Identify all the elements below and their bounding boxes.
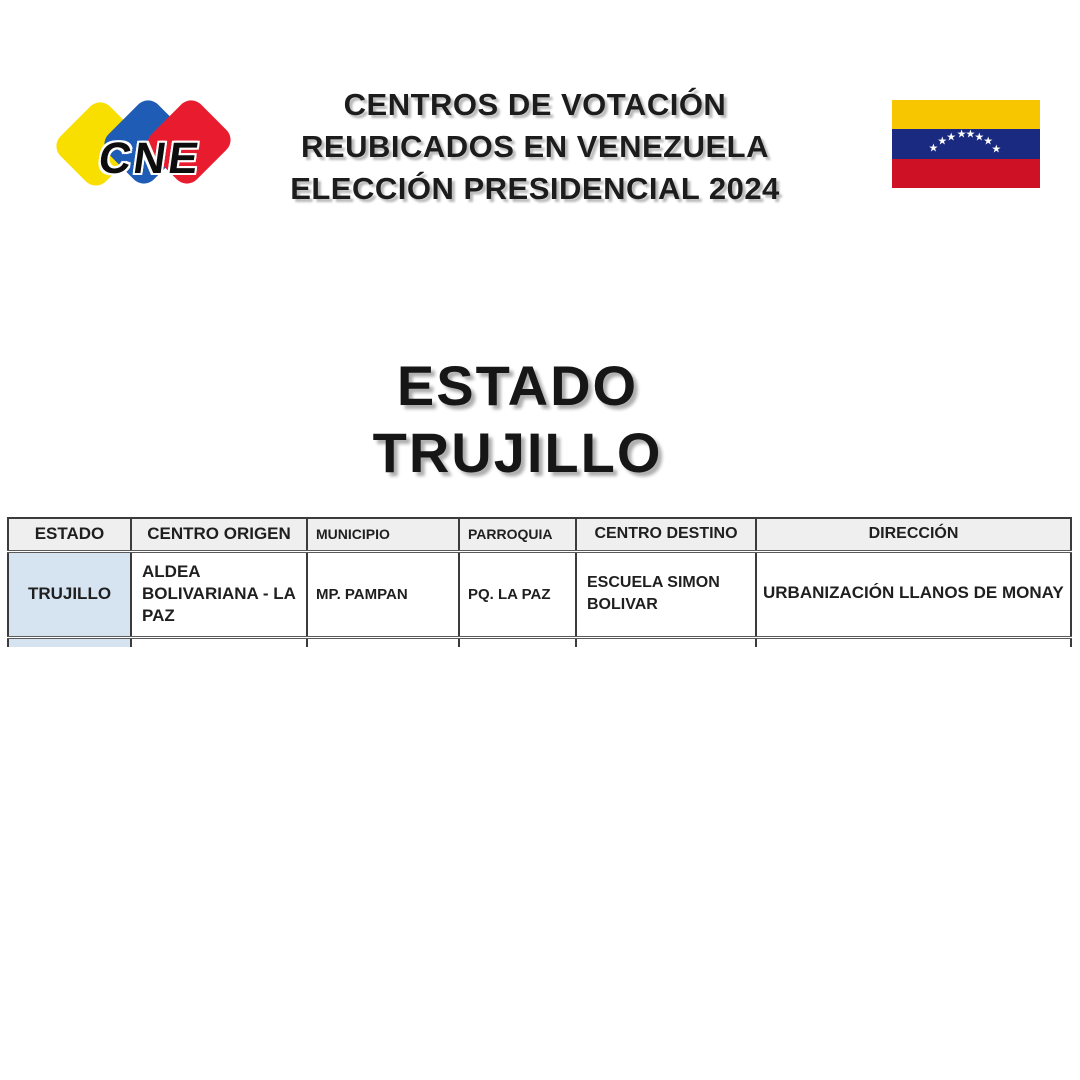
state-heading-line-1: ESTADO xyxy=(396,354,639,417)
cell-parroquia: PQ. LA PAZ xyxy=(459,551,576,637)
cne-logo xyxy=(50,86,242,204)
flag-star-icon: ★ xyxy=(974,131,985,144)
table-row-partial xyxy=(8,637,1071,647)
relocation-table xyxy=(7,517,1072,647)
flag-star-icon: ★ xyxy=(991,143,1002,156)
cell-direccion: URBANIZACIÓN LLANOS DE MONAY xyxy=(756,551,1071,637)
cne-logo-text: CNE xyxy=(95,134,205,183)
venezuela-flag-icon xyxy=(892,100,1040,188)
flag-star-icon: ★ xyxy=(937,135,948,148)
column-header-direccion: DIRECCIÓN xyxy=(756,518,1071,551)
page-title-line-1: CENTROS DE VOTACIÓN xyxy=(343,87,727,122)
column-header-municipio: MUNICIPIO xyxy=(307,518,459,551)
cell-centro-destino: ESCUELA SIMON BOLIVAR xyxy=(576,551,756,637)
flag-yellow-stripe xyxy=(892,100,1040,129)
column-header-parroquia: PARROQUIA xyxy=(459,518,576,551)
flag-star-icon: ★ xyxy=(928,142,939,155)
column-header-estado: ESTADO xyxy=(8,518,131,551)
flag-star-icon: ★ xyxy=(946,131,957,144)
page-title xyxy=(250,84,820,210)
flag-star-icon: ★ xyxy=(965,128,976,141)
column-header-centro-destino: CENTRO DESTINO xyxy=(576,518,756,551)
state-heading xyxy=(0,352,1035,486)
flag-star-icon: ★ xyxy=(983,135,994,148)
relocation-table-container xyxy=(7,517,1072,647)
page-title-line-3: ELECCIÓN PRESIDENCIAL 2024 xyxy=(290,171,780,206)
table-row xyxy=(8,551,1071,637)
page-title-line-2: REUBICADOS EN VENEZUELA xyxy=(301,129,769,164)
state-heading-line-2: TRUJILLO xyxy=(372,421,663,484)
table-header-row xyxy=(8,518,1071,551)
cell-estado-partial xyxy=(8,637,131,647)
flag-red-stripe xyxy=(892,159,1040,188)
cell-municipio: MP. PAMPAN xyxy=(307,551,459,637)
column-header-centro-origen: CENTRO ORIGEN xyxy=(131,518,307,551)
cell-estado: TRUJILLO xyxy=(8,551,131,637)
cell-centro-origen: ALDEA BOLIVARIANA - LA PAZ xyxy=(131,551,307,637)
flag-star-icon: ★ xyxy=(956,128,967,141)
